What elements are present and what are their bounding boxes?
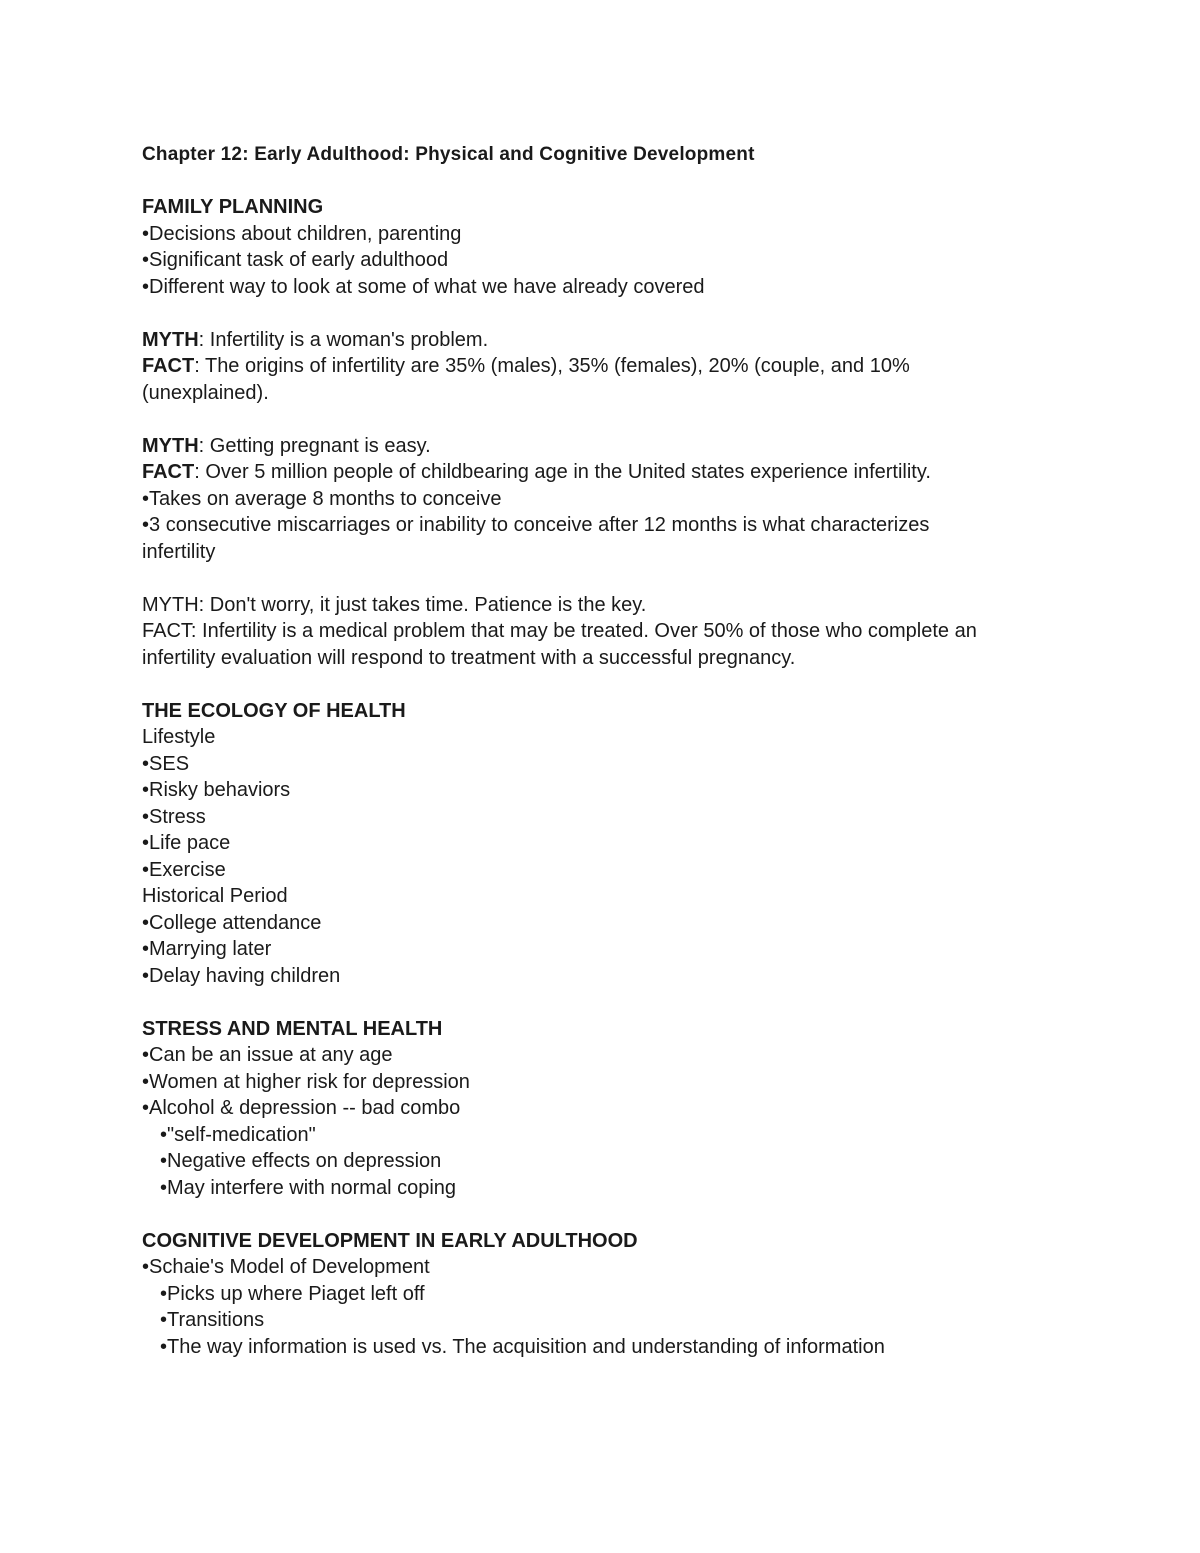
list-item: • Different way to look at some of what we have already covered — [142, 274, 1062, 301]
sub-list-item: • May interfere with normal coping — [142, 1175, 1062, 1202]
list-item: • Alcohol & depression -- bad combo — [142, 1095, 1062, 1122]
myth-statement-2 — [142, 433, 1062, 460]
myth-statement-1 — [142, 327, 1062, 354]
subsection-label-historical-period: Historical Period — [142, 885, 288, 907]
list-item-continued: infertility — [142, 540, 216, 563]
document-content — [142, 142, 1062, 1360]
sub-list-item: • Picks up where Piaget left off — [142, 1281, 1062, 1308]
list-item: • 3 consecutive miscarriages or inability to conceive after 12 months is what characterizes — [142, 512, 1062, 539]
section-heading-stress: STRESS AND MENTAL HEALTH — [142, 1017, 443, 1040]
fact-statement-3-continued: infertility evaluation will respond to treatment with a successful pregnancy. — [142, 646, 796, 669]
list-item: • Can be an issue at any age — [142, 1042, 1062, 1069]
list-item: • Schaie's Model of Development — [142, 1254, 1062, 1281]
fact-text: : The origins of infertility are 35% (males), 35% (females), 20% (couple, and 10% — [194, 355, 910, 377]
spacer — [142, 989, 1062, 1016]
myth-statement-3: MYTH: Don't worry, it just takes time. Patience is the key. — [142, 593, 647, 616]
sub-list-item: • The way information is used vs. The acquisition and understanding of information — [142, 1334, 1062, 1361]
list-item: • Takes on average 8 months to conceive — [142, 486, 1062, 513]
fact-text: : Over 5 million people of childbearing age in the United states experience infertility. — [194, 461, 931, 483]
fact-statement-3: FACT: Infertility is a medical problem that may be treated. Over 50% of those who complete an — [142, 620, 977, 642]
chapter-title: Chapter 12: Early Adulthood: Physical and Cognitive Development — [142, 144, 755, 165]
list-item: • Delay having children — [142, 963, 1062, 990]
fact-label: FACT — [142, 355, 195, 377]
fact-label: FACT — [142, 461, 195, 483]
myth-text: : Getting pregnant is easy. — [198, 434, 431, 457]
list-item: • Risky behaviors — [142, 777, 1062, 804]
list-item: • Decisions about children, parenting — [142, 221, 1062, 248]
spacer — [142, 565, 1062, 592]
spacer — [142, 671, 1062, 698]
list-item: • Significant task of early adulthood — [142, 247, 1062, 274]
sub-list-item: • "self-medication" — [142, 1122, 1062, 1149]
spacer — [142, 300, 1062, 327]
section-heading-ecology-of-health: THE ECOLOGY OF HEALTH — [142, 699, 406, 722]
list-item: • Stress — [142, 804, 1062, 831]
myth-label: MYTH — [142, 434, 199, 457]
subsection-label-lifestyle: Lifestyle — [142, 726, 216, 748]
sub-list-item: • Negative effects on depression — [142, 1148, 1062, 1175]
spacer — [142, 406, 1062, 433]
list-item: • Marrying later — [142, 936, 1062, 963]
section-heading-cognitive-development: COGNITIVE DEVELOPMENT IN EARLY ADULTHOOD — [142, 1229, 638, 1252]
myth-label: MYTH — [142, 328, 199, 351]
list-item: • Life pace — [142, 830, 1062, 857]
list-item: • Women at higher risk for depression — [142, 1069, 1062, 1096]
list-item: • SES — [142, 751, 1062, 778]
sub-list-item: • Transitions — [142, 1307, 1062, 1334]
myth-text: : Infertility is a woman's problem. — [198, 328, 489, 351]
fact-statement-1 — [142, 353, 1062, 380]
list-item: • Exercise — [142, 857, 1062, 884]
fact-statement-2 — [142, 459, 1062, 486]
spacer — [142, 1201, 1062, 1228]
section-heading-family-planning: FAMILY PLANNING — [142, 196, 324, 218]
fact-statement-1-continued: (unexplained). — [142, 381, 269, 404]
list-item: • College attendance — [142, 910, 1062, 937]
